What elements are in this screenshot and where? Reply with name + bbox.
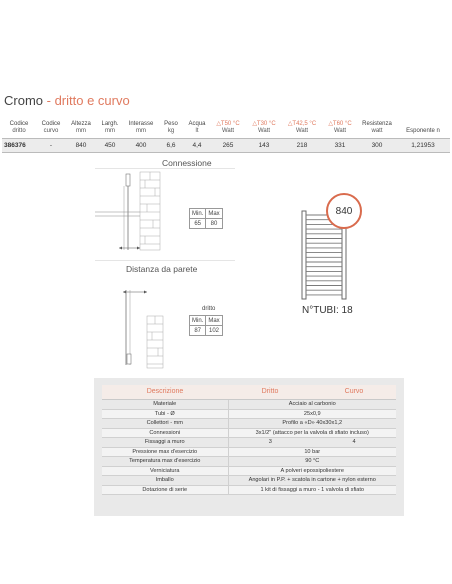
spec-header-7 (210, 116, 246, 138)
materials-key: Temperatura max d'esercizio (102, 457, 228, 467)
spec-header-unit: dritto (12, 128, 26, 134)
materials-key: Verniciatura (102, 466, 228, 476)
connessione-box (189, 208, 223, 229)
spec-header-12 (396, 116, 450, 138)
spec-cell: 265 (210, 138, 246, 152)
materials-value: Angolari in P.P. + scatola in cartone + nylon esterno (228, 476, 396, 486)
materials-value: 25x0,9 (228, 409, 396, 419)
spec-header-unit: watt (371, 128, 383, 134)
spec-cell: 331 (322, 138, 358, 152)
spec-cell: 450 (96, 138, 124, 152)
spec-header-unit: lt (195, 128, 199, 134)
spec-header-label: Altezza (71, 120, 91, 127)
materials-value-dritto: 3 (228, 438, 312, 448)
materials-key: Connessioni (102, 428, 228, 438)
distanza-max-label: Max (206, 316, 222, 326)
materials-header-cell: Dritto (228, 385, 312, 400)
spec-header-2 (66, 116, 96, 138)
spec-header-label: Esponente n (406, 128, 440, 134)
materials-row (102, 400, 396, 410)
spec-cell: 218 (282, 138, 322, 152)
spec-data-row (2, 138, 450, 152)
distanza-min-label: Min. (190, 316, 206, 326)
spec-header-11 (358, 116, 396, 138)
materials-value: Acciaio al carbonio (228, 400, 396, 410)
materials-value: A polveri epossipoliestere (228, 466, 396, 476)
materials-row (102, 447, 396, 457)
materials-value: 3x1/2" (attacco per la valvola di sfiato incluso) (228, 428, 396, 438)
spec-header-row (2, 116, 450, 138)
height-badge: 840 (326, 193, 362, 229)
materials-row (102, 438, 396, 448)
materials-key: Collettori - mm (102, 419, 228, 429)
distanza-min: 87 (190, 326, 206, 336)
spec-cell: 143 (246, 138, 282, 152)
connessione-min: 65 (190, 219, 206, 229)
materials-header-cell: Curvo (312, 385, 396, 400)
materials-row (102, 419, 396, 429)
spec-header-label: Largh. (101, 120, 119, 127)
spec-header-label: Acqua (188, 120, 206, 127)
distanza-label: Distanza da parete (126, 264, 198, 274)
spec-header-label: Interasse (128, 120, 154, 127)
spec-header-label: △T60 °C (328, 120, 352, 127)
spec-cell: 386376 (2, 138, 36, 152)
materials-key: Fissaggi a muro (102, 438, 228, 448)
spec-header-3 (96, 116, 124, 138)
title-sub: - dritto e curvo (43, 93, 130, 108)
materials-key: Dotazione di serie (102, 485, 228, 495)
title-main: Cromo (4, 93, 44, 108)
page-title (4, 93, 130, 108)
distanza-max: 102 (206, 326, 222, 336)
spec-header-label: Resistenza (362, 120, 392, 127)
spec-header-unit: Watt (295, 128, 309, 134)
materials-header-cell: Descrizione (102, 385, 228, 400)
spec-header-1 (36, 116, 66, 138)
spec-header-label: △T50 °C (216, 120, 240, 127)
spec-cell: 300 (358, 138, 396, 152)
materials-key: Pressione max d'esercizio (102, 447, 228, 457)
spec-header-8 (246, 116, 282, 138)
spec-header-unit: Watt (221, 128, 235, 134)
spec-header-unit: mm (76, 128, 86, 134)
materials-key: Tubi - Ø (102, 409, 228, 419)
spec-header-unit: mm (105, 128, 115, 134)
spec-header-10 (322, 116, 358, 138)
tubes-count: N°TUBI: 18 (302, 305, 353, 316)
spec-header-unit: Watt (333, 128, 347, 134)
connessione-min-label: Min. (190, 209, 206, 219)
spec-header-label: Peso (164, 120, 178, 127)
materials-row (102, 476, 396, 486)
spec-cell: 1,21953 (396, 138, 450, 152)
spec-header-label: Codice (41, 120, 61, 127)
spec-header-unit: kg (167, 128, 175, 134)
materials-value: 1 kit di fissaggi a muro - 1 valvola di sfiato (228, 485, 396, 495)
spec-header-unit: curvo (43, 128, 59, 134)
spec-table (2, 116, 450, 153)
materials-header-row (102, 385, 396, 400)
spec-header-label: △T30 °C (252, 120, 276, 127)
connessione-max: 80 (206, 219, 222, 229)
spec-header-unit: Watt (257, 128, 271, 134)
spec-header-4 (124, 116, 158, 138)
spec-header-9 (282, 116, 322, 138)
materials-table (102, 385, 396, 495)
materials-value: 10 bar (228, 447, 396, 457)
connessione-label: Connessione (162, 158, 212, 168)
materials-value-curvo: 4 (312, 438, 396, 448)
spec-header-5 (158, 116, 184, 138)
materials-key: Materiale (102, 400, 228, 410)
spec-cell: 6,6 (158, 138, 184, 152)
materials-value: 90 °C (228, 457, 396, 467)
connessione-max-label: Max (206, 209, 222, 219)
spec-header-label: △T42,5 °C (287, 120, 317, 127)
materials-value: Profilo a «D» 40x30x1,2 (228, 419, 396, 429)
spec-header-unit: mm (136, 128, 146, 134)
materials-row (102, 466, 396, 476)
spec-header-6 (184, 116, 210, 138)
materials-row (102, 485, 396, 495)
distanza-caption: dritto (202, 306, 216, 312)
materials-row (102, 409, 396, 419)
distanza-box (189, 315, 223, 336)
spec-cell: 4,4 (184, 138, 210, 152)
spec-cell: - (36, 138, 66, 152)
spec-cell: 400 (124, 138, 158, 152)
materials-row (102, 457, 396, 467)
spec-header-0 (2, 116, 36, 138)
spec-header-label: Codice (9, 120, 29, 127)
materials-key: Imballo (102, 476, 228, 486)
spec-cell: 840 (66, 138, 96, 152)
materials-row (102, 428, 396, 438)
